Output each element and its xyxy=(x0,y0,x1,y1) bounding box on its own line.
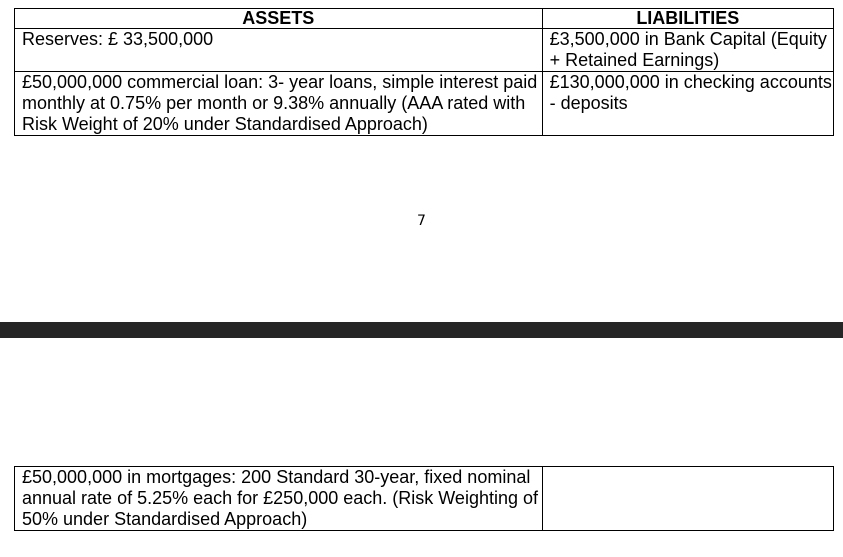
table-header-row xyxy=(15,9,834,29)
balance-sheet-table-top xyxy=(14,8,834,136)
asset-cell-reserves: Reserves: £ 33,500,000 xyxy=(15,29,543,72)
liability-cell-checking-deposits: £130,000,000 in checking accounts - deposits xyxy=(542,72,833,136)
page-break-band xyxy=(0,322,843,338)
liabilities-header: LIABILITIES xyxy=(542,9,833,29)
asset-cell-commercial-loan: £50,000,000 commercial loan: 3- year loans, simple interest paid monthly at 0.75% per month or 9.38% annually (AAA rated with Risk Weight of 20% under Standardised Approach) xyxy=(15,72,543,136)
liability-cell-bank-capital: £3,500,000 in Bank Capital (Equity + Retained Earnings) xyxy=(542,29,833,72)
table-row xyxy=(15,467,834,531)
balance-sheet-table-bottom xyxy=(14,466,834,531)
table-row xyxy=(15,29,834,72)
page-number: 7 xyxy=(417,213,426,229)
liability-cell-empty xyxy=(542,467,833,531)
assets-header: ASSETS xyxy=(15,9,543,29)
table-row xyxy=(15,72,834,136)
asset-cell-mortgages: £50,000,000 in mortgages: 200 Standard 30-year, fixed nominal annual rate of 5.25% each for £250,000 each. (Risk Weighting of 50% under Standardised Approach) xyxy=(15,467,543,531)
